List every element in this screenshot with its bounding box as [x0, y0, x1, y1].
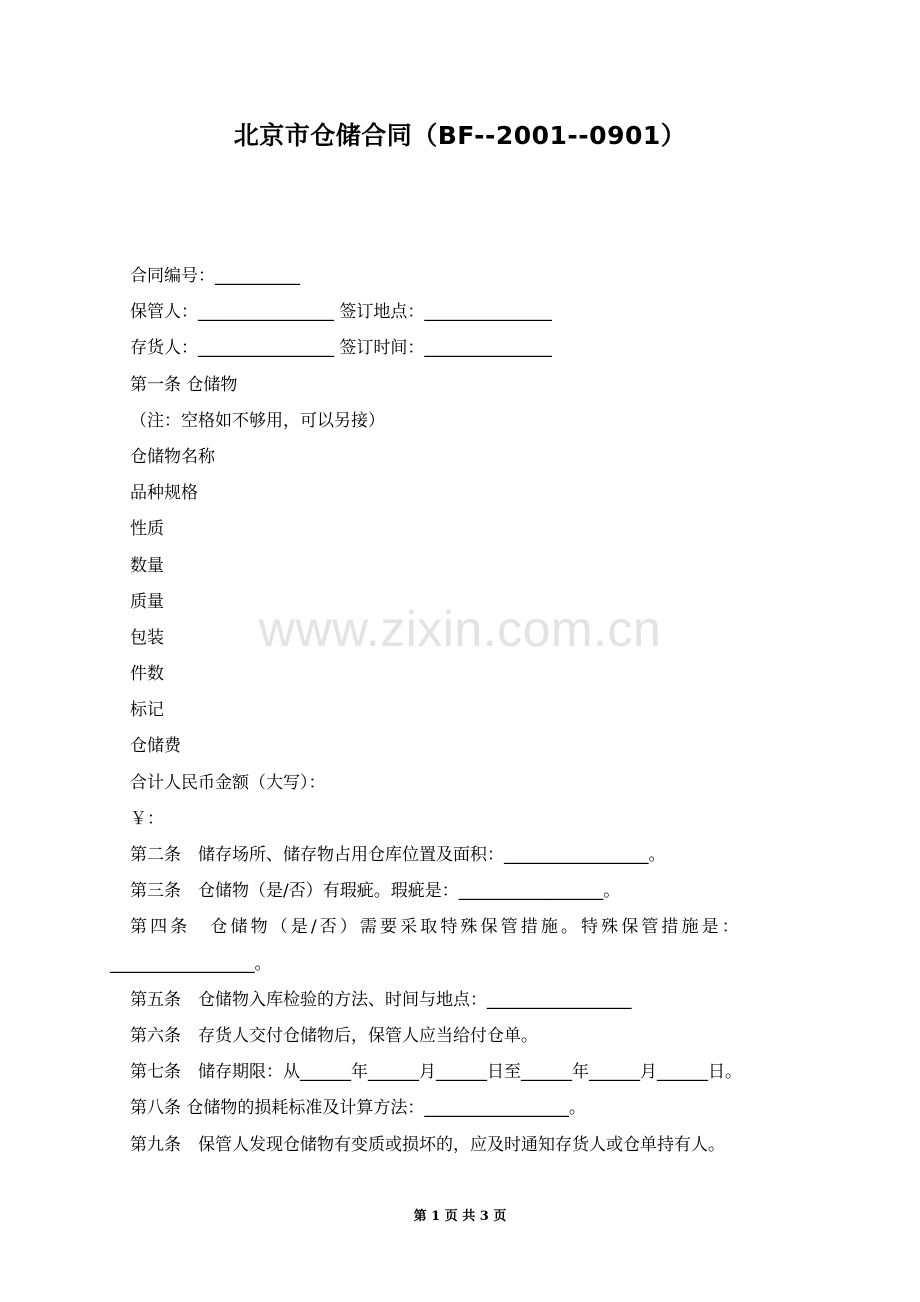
note-line: （注：空格如不够用，可以另接）	[130, 410, 385, 431]
clause-4: 第四条 仓储物（是/否）需要采取特殊保管措施。特殊保管措施是：	[130, 917, 742, 938]
field-packaging: 包装	[130, 627, 164, 648]
clause-4-continuation: _________________。	[110, 953, 272, 974]
field-marking: 标记	[130, 700, 164, 721]
field-quality: 质量	[130, 591, 164, 612]
watermark: www.zixin.com.cn	[258, 601, 662, 657]
clause-1-heading: 第一条 仓储物	[130, 374, 238, 395]
clause-9: 第九条 保管人发现仓储物有变质或损坏的，应及时通知存货人或仓单持有人。	[130, 1134, 725, 1155]
depositor-line: 存货人：________________ 签订时间：_______________	[130, 338, 552, 359]
field-amount-yuan: ￥：	[130, 808, 164, 829]
field-variety-spec: 品种规格	[130, 483, 198, 504]
field-piece-count: 件数	[130, 664, 164, 685]
field-nature: 性质	[130, 519, 164, 540]
clause-3: 第三条 仓储物（是/否）有瑕疵。瑕疵是：_________________。	[130, 881, 621, 902]
document-body	[0, 258, 920, 1163]
clause-6: 第六条 存货人交付仓储物后，保管人应当给付仓单。	[130, 1025, 538, 1046]
page-footer: 第 1 页 共 3 页	[413, 1209, 507, 1224]
field-total-amount-words: 合计人民币金额（大写）：	[130, 772, 326, 793]
custodian-line: 保管人：________________ 签订地点：_______________	[130, 302, 552, 323]
document-title: 北京市仓储合同（BF--2001--0901）	[233, 121, 687, 150]
field-quantity: 数量	[130, 555, 164, 576]
field-storage-fee: 仓储费	[130, 736, 181, 757]
contract-number-line: 合同编号：__________	[130, 266, 300, 286]
clause-5: 第五条 仓储物入库检验的方法、时间与地点：_________________	[130, 989, 632, 1010]
field-goods-name: 仓储物名称	[130, 446, 215, 467]
clause-7: 第七条 储存期限：从______年______月______日至______年______月______日。	[130, 1062, 742, 1083]
clause-2: 第二条 储存场所、储存物占用仓库位置及面积：_________________。	[130, 845, 666, 865]
clause-8: 第八条 仓储物的损耗标准及计算方法：_________________。	[130, 1098, 586, 1119]
